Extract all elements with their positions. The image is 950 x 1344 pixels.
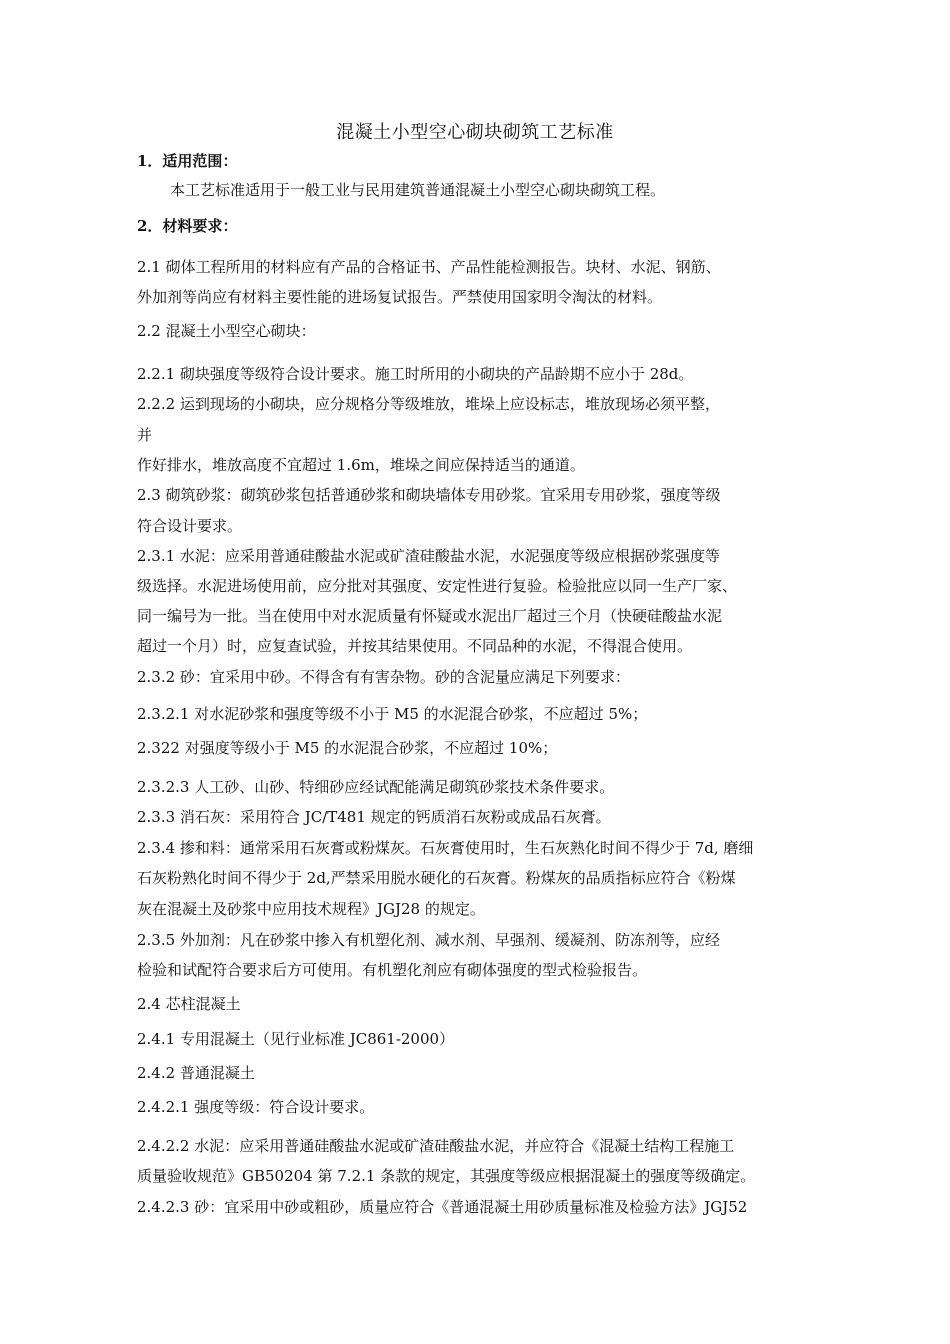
- paragraph-line: 2.3.2.3 人工砂、山砂、特细砂应经试配能满足砌筑砂浆技术条件要求。: [137, 778, 615, 796]
- paragraph-line: 并: [137, 426, 153, 444]
- paragraph-line: 外加剂等尚应有材料主要性能的进场复试报告。严禁使用国家明令淘汰的材料。: [137, 288, 663, 306]
- paragraph-line: 2.3.3 消石灰：采用符合 JC/T481 规定的钙质消石灰粉或成品石灰膏。: [137, 808, 611, 826]
- paragraph-line: 作好排水，堆放高度不宜超过 1.6m，堆垛之间应保持适当的通道。: [137, 456, 585, 474]
- paragraph-line: 石灰粉熟化时间不得少于 2d,严禁采用脱水硬化的石灰膏。粉煤灰的品质指标应符合《粉煤: [137, 869, 736, 887]
- paragraph-line: 本工艺标准适用于一般工业与民用建筑普通混凝土小型空心砌块砌筑工程。: [170, 181, 666, 199]
- paragraph-line: 2.2.2 运到现场的小砌块，应分规格分等级堆放，堆垛上应设标志，堆放现场必须平整，: [137, 395, 720, 413]
- paragraph-line: 2.4.2.2 水泥：应采用普通硅酸盐水泥或矿渣硅酸盐水泥，并应符合《混凝土结构工程施工: [137, 1137, 735, 1155]
- document-title: 混凝土小型空心砌块砌筑工艺标准: [336, 122, 614, 143]
- paragraph-line: 2.4 芯柱混凝土: [137, 995, 241, 1013]
- section-heading-materials: 2．材料要求：: [137, 217, 238, 235]
- paragraph-line: 2.322 对强度等级小于 M5 的水泥混合砂浆，不应超过 10%；: [137, 739, 558, 757]
- paragraph-line: 级选择。水泥进场使用前，应分批对其强度、安定性进行复验。检验批应以同一生产厂家、: [137, 577, 738, 595]
- paragraph-line: 2.2 混凝土小型空心砌块：: [137, 322, 316, 340]
- paragraph-line: 2.4.2.3 砂：宜采用中砂或粗砂，质量应符合《普通混凝土用砂质量标准及检验方法》JGJ52: [137, 1198, 748, 1216]
- paragraph-line: 2.4.2 普通混凝土: [137, 1064, 255, 1082]
- paragraph-line: 2.3.1 水泥：应采用普通硅酸盐水泥或矿渣硅酸盐水泥，水泥强度等级应根据砂浆强度等: [137, 547, 720, 565]
- section-heading-scope: 1．适用范围：: [137, 152, 238, 170]
- paragraph-line: 同一编号为一批。当在使用中对水泥质量有怀疑或水泥出厂超过三个月（快硬硅酸盐水泥: [137, 607, 723, 625]
- paragraph-line: 检验和试配符合要求后方可使用。有机塑化剂应有砌体强度的型式检验报告。: [137, 961, 648, 979]
- paragraph-line: 2.3.4 掺和料：通常采用石灰膏或粉煤灰。石灰膏使用时，生石灰熟化时间不得少于 7d, 磨细: [137, 839, 754, 857]
- paragraph-line: 2.4.1 专用混凝土（见行业标准 JC861-2000）: [137, 1030, 455, 1048]
- paragraph-line: 2.2.1 砌块强度等级符合设计要求。施工时所用的小砌块的产品龄期不应小于 28d。: [137, 365, 694, 383]
- paragraph-line: 2.4.2.1 强度等级：符合设计要求。: [137, 1098, 375, 1116]
- paragraph-line: 灰在混凝土及砂浆中应用技术规程》JGJ28 的规定。: [137, 900, 485, 918]
- paragraph-line: 2.1 砌体工程所用的材料应有产品的合格证书、产品性能检测报告。块材、水泥、钢筋、: [137, 258, 721, 276]
- paragraph-line: 符合设计要求。: [137, 517, 243, 535]
- paragraph-line: 2.3.5 外加剂：凡在砂浆中掺入有机塑化剂、减水剂、早强剂、缓凝剂、防冻剂等，应经: [137, 931, 720, 949]
- paragraph-line: 质量验收规范》GB50204 第 7.2.1 条款的规定，其强度等级应根据混凝土的强度等级确定。: [137, 1167, 756, 1185]
- paragraph-line: 超过一个月）时，应复查试验，并按其结果使用。不同品种的水泥，不得混合使用。: [137, 637, 693, 655]
- paragraph-line: 2.3.2.1 对水泥砂浆和强度等级不小于 M5 的水泥混合砂浆，不应超过 5%；: [137, 705, 648, 723]
- paragraph-line: 2.3.2 砂：宜采用中砂。不得含有有害杂物。砂的含泥量应满足下列要求：: [137, 668, 630, 686]
- paragraph-line: 2.3 砌筑砂浆：砌筑砂浆包括普通砂浆和砌块墙体专用砂浆。宜采用专用砂浆，强度等级: [137, 486, 721, 504]
